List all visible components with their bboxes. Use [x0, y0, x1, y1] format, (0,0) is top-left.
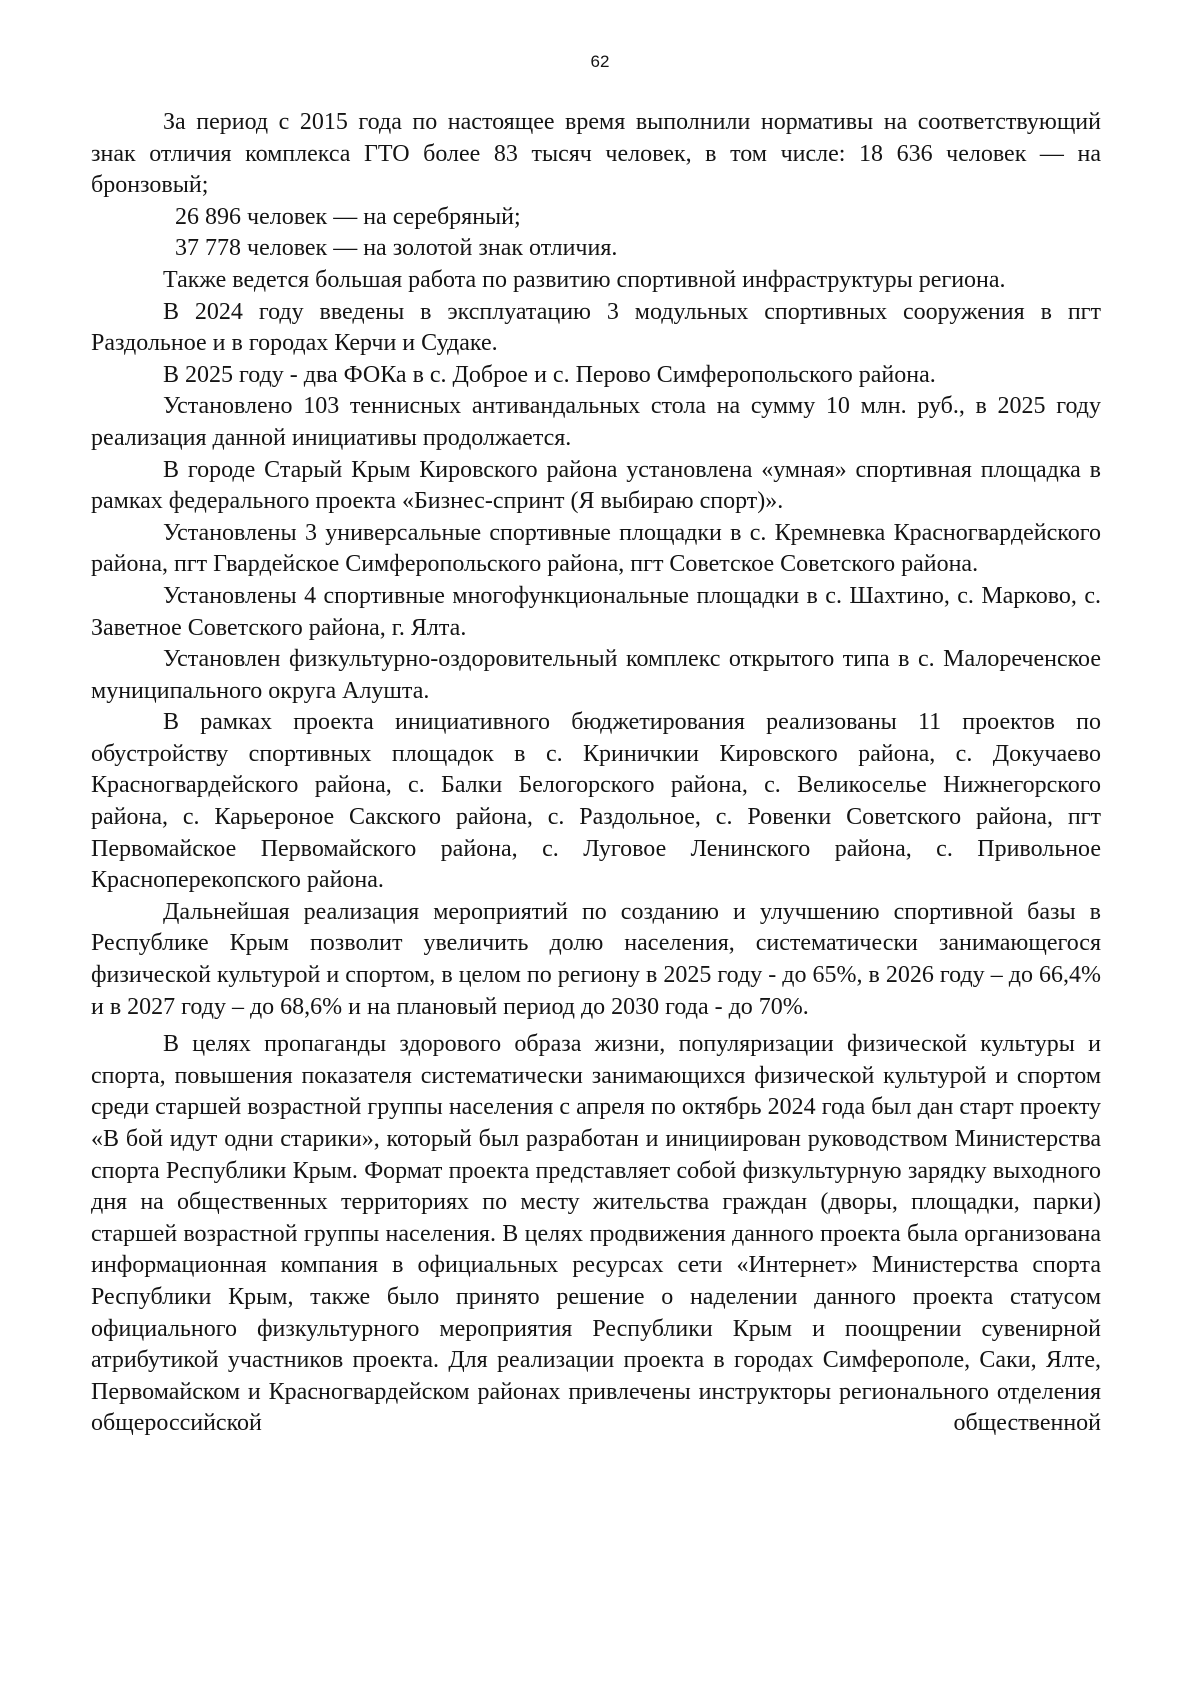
paragraph-gto-results: За период с 2015 года по настоящее время выполнили нормативы на соответствующий знак отличия комплекса ГТО более 83 тысяч человек, в том числе: 18 636 человек — на бронзовый; [91, 109, 1101, 199]
list-item-gold: 37 778 человек — на золотой знак отличия. [175, 235, 618, 262]
paragraph-smart-playground: В городе Старый Крым Кировского района установлена «умная» спортивная площадка в рамках федерального проекта «Бизнес-спринт (Я выбираю спорт)». [91, 456, 1101, 515]
paragraph-initiative-budgeting: В рамках проекта инициативного бюджетирования реализованы 11 проектов по обустройству спортивных площадок в с. Криничкии Кировского района, с. Докучаево Красногвардейского района, с. Балки Белогорского района, с. Великоселье Нижнегорского района, с. Карьероное Сакского района, с. Раздольное, с. Ровенки Советского района, пгт Первомайское Первомайского района, с. Луговое Ленинского района, с. Привольное Красноперекопского района. [91, 709, 1101, 894]
paragraph-elderly-project: В целях пропаганды здорового образа жизни, популяризации физической культуры и спорта, повышения показателя систематически занимающихся физической культурой и спортом среди старшей возрастной группы населения с апреля по октябрь 2024 года был дан старт проекту «В бой идут одни старики», который был разработан и инициирован руководством Министерства спорта Республики Крым. Формат проекта представляет собой физкультурную зарядку выходного дня на общественных территориях по месту жительства граждан (дворы, площадки, парки) старшей возрастной группы населения. В целях продвижения данного проекта была организована информационная компания в официальных ресурсах сети «Интернет» Министерства спорта Республики Крым, также было принято решение о наделении данного проекта статусом официального физкультурного мероприятия Республики Крым и поощрении сувенирной атрибутикой участников проекта. Для реализации проекта в городах Симферополе, Саки, Ялте, Первомайском и Красногвардейском районах привлечены инструкторы регионального отделения общероссийской общественной [91, 1031, 1101, 1437]
paragraph-fitness-complex: Установлен физкультурно-оздоровительный комплекс открытого типа в с. Малореченское муниципального округа Алушта. [91, 646, 1101, 704]
page-number: 62 [590, 52, 610, 71]
list-item-silver: 26 896 человек — на серебряный; [175, 203, 521, 230]
document-body [91, 107, 1101, 1440]
paragraph-tennis-tables: Установлено 103 теннисных антивандальных стола на сумму 10 млн. руб., в 2025 году реализация данной инициативы продолжается. [91, 393, 1101, 451]
paragraph-multifunctional-playgrounds: Установлены 4 спортивные многофункциональные площадки в с. Шахтино, с. Марково, с. Заветное Советского района, г. Ялта. [91, 582, 1101, 641]
paragraph-infrastructure: Также ведется большая работа по развитию спортивной инфраструктуры региона. [163, 266, 1006, 293]
paragraph-fok-2025: В 2025 году - два ФОКа в с. Доброе и с. Перово Симферопольского района. [163, 361, 936, 388]
paragraph-universal-playgrounds: Установлены 3 универсальные спортивные площадки в с. Кремневка Красногвардейского района, пгт Гвардейское Симферопольского района, пгт Советское Советского района. [91, 519, 1101, 578]
paragraph-further-development: Дальнейшая реализация мероприятий по созданию и улучшению спортивной базы в Республике Крым позволит увеличить долю населения, систематически занимающегося физической культурой и спортом, в целом по региону в 2025 году - до 65%, в 2026 году – до 66,4% и в 2027 году – до 68,6% и на плановый период до 2030 года - до 70%. [91, 898, 1101, 1020]
paragraph-modular-facilities: В 2024 году введены в эксплуатацию 3 модульных спортивных сооружения в пгт Раздольное и в городах Керчи и Судаке. [91, 298, 1101, 357]
